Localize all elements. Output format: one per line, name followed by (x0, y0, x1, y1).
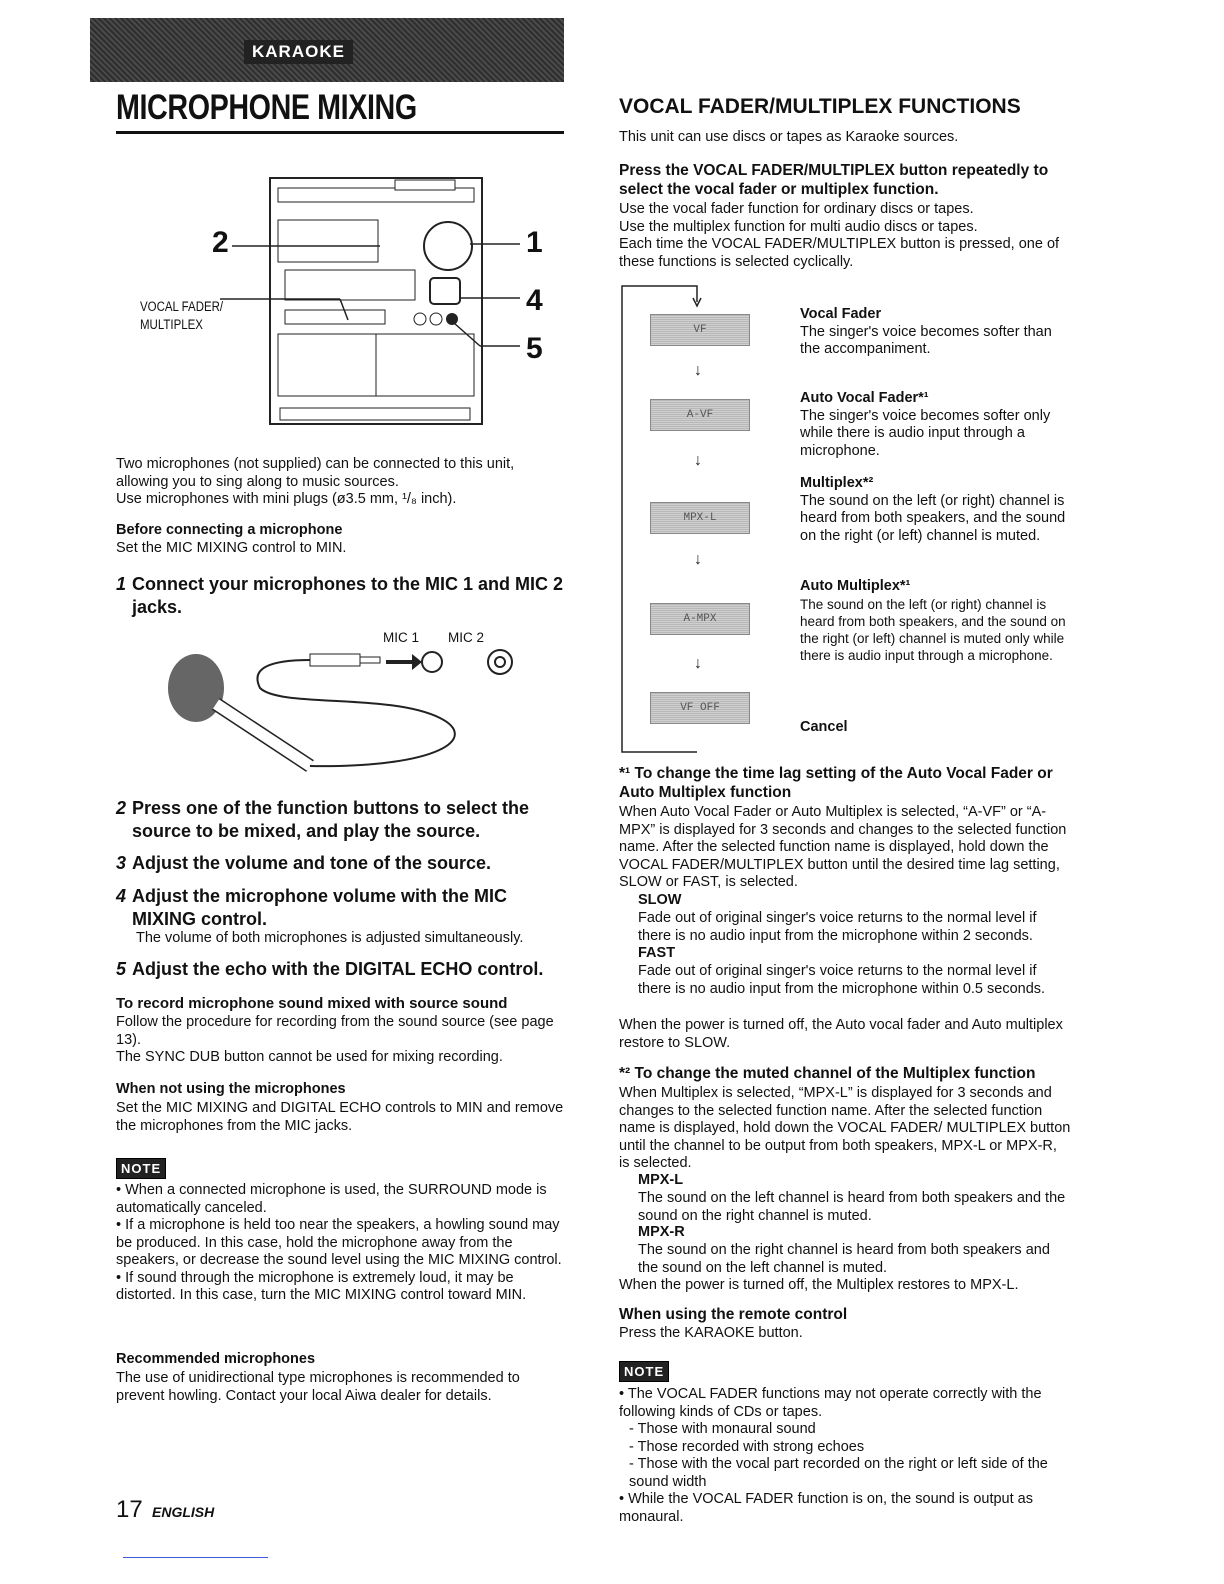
down-arrow-icon: ↓ (694, 655, 702, 672)
mic1-label: MIC 1 (383, 630, 420, 645)
banner-label: KARAOKE (244, 40, 353, 64)
remote-text: Press the KARAOKE button. (619, 1325, 803, 1341)
microphone-illustration (160, 648, 520, 778)
mode-name: Auto Vocal Fader*¹ (800, 390, 929, 406)
right-intro: This unit can use discs or tapes as Karaoke sources. (619, 129, 959, 145)
mode-multiplex (800, 475, 1066, 545)
intro-line: Use microphones with mini plugs (ø3.5 mm, ¹/₈ inch). (116, 491, 457, 507)
mpx-r-text: The sound on the right channel is heard from both speakers and the sound on the left channel is muted. (638, 1242, 1050, 1276)
press-line: Use the vocal fader function for ordinary discs or tapes. (619, 201, 974, 217)
footnote-2-heading: *² To change the muted channel of the Multiplex function (619, 1065, 1036, 1082)
lcd-display: VF (650, 314, 750, 346)
footnote-1-end: When the power is turned off, the Auto vocal fader and Auto multiplex restore to SLOW. (619, 1017, 1063, 1051)
slow-label: SLOW (638, 892, 682, 908)
step-number: 1 (116, 574, 127, 594)
mic2-label: MIC 2 (448, 630, 485, 645)
step-text: Connect your microphones to the MIC 1 and MIC 2 jacks. (132, 574, 564, 617)
record-text-2: The SYNC DUB button cannot be used for mixing recording. (116, 1049, 503, 1065)
mode-cancel: Cancel (800, 719, 848, 735)
footnote-2-end: When the power is turned off, the Multiplex restores to MPX-L. (619, 1277, 1019, 1293)
down-arrow-icon: ↓ (694, 551, 702, 568)
note-sub-item: - Those recorded with strong echoes (629, 1438, 865, 1455)
step-number: 4 (116, 886, 127, 906)
page-title: MICROPHONE MIXING (116, 88, 417, 127)
title-rule (116, 131, 564, 134)
note-sub-item: - Those with the vocal part recorded on the right or left side of the sound width (629, 1456, 1048, 1490)
footnote-1-heading: *¹ To change the time lag setting of the Auto Vocal Fader or Auto Multiplex function (619, 765, 1053, 801)
note-sub-item: - Those with monaural sound (629, 1421, 816, 1437)
slow-text: Fade out of original singer's voice returns to the normal level if there is no audio input from the microphone within 2 seconds. (638, 910, 1037, 944)
lcd-display: A-MPX (650, 603, 750, 635)
step-text: Adjust the echo with the DIGITAL ECHO control. (132, 959, 544, 979)
callout-4: 4 (526, 284, 543, 317)
step-number: 5 (116, 959, 127, 979)
note-item: • If a microphone is held too near the speakers, a howling sound may be produced. In this case, hold the microphone away from the speakers, or decrease the sound level using the MIC MIXING control. (116, 1217, 562, 1268)
mode-desc: The sound on the left (or right) channel is heard from both speakers, and the sound on the right (or left) channel is muted. (800, 492, 1066, 544)
note-item: • The VOCAL FADER functions may not operate correctly with the following kinds of CDs or tapes. (619, 1386, 1042, 1420)
down-arrow-icon: ↓ (694, 452, 702, 469)
step-2 (116, 797, 566, 843)
footer-line (123, 1557, 268, 1558)
mode-name: Vocal Fader (800, 306, 882, 322)
before-text: Set the MIC MIXING control to MIN. (116, 540, 347, 556)
mode-auto-multiplex (800, 578, 1066, 664)
note-badge (116, 1158, 166, 1179)
not-using-heading: When not using the microphones (116, 1081, 346, 1097)
page-language: ENGLISH (152, 1504, 215, 1520)
mode-vocal-fader (800, 306, 1066, 359)
footnote-2-text: When Multiplex is selected, “MPX-L” is displayed for 3 seconds and changes to the selected function name. After the selected function name is displayed, hold down the VOCAL FADER/ MULTIPLEX button until the channel to be output from both speakers, MPX-L or MPX-R, is selected. (619, 1085, 1071, 1171)
lcd-display: A-VF (650, 399, 750, 431)
step-number: 2 (116, 798, 127, 818)
note-label: NOTE (116, 1158, 166, 1179)
callout-1: 1 (526, 226, 543, 259)
footnote-1-text: When Auto Vocal Fader or Auto Multiplex is selected, “A-VF” or “A-MPX” is displayed for 3 seconds and changes to the selected function name. After the selected function name is displayed, hold down the VOCAL FADER/MULTIPLEX button until the desired time lag setting, SLOW or FAST, is selected. (619, 804, 1067, 890)
step-4-subtext: The volume of both microphones is adjusted simultaneously. (136, 930, 524, 946)
section-banner (90, 18, 564, 82)
note-item: • While the VOCAL FADER function is on, the sound is output as monaural. (619, 1491, 1033, 1525)
press-text (619, 201, 1071, 271)
right-note-list (619, 1386, 1071, 1526)
step-5 (116, 958, 576, 981)
fast-text: Fade out of original singer's voice returns to the normal level if there is no audio input from the microphone within 0.5 seconds. (638, 963, 1046, 997)
press-heading: Press the VOCAL FADER/MULTIPLEX button repeatedly to select the vocal fader or multiplex function. (619, 162, 1049, 198)
lcd-display: MPX-L (650, 502, 750, 534)
mode-name: Auto Multiplex*¹ (800, 578, 911, 594)
section-title: VOCAL FADER/MULTIPLEX FUNCTIONS (619, 95, 1021, 118)
note-item: • When a connected microphone is used, the SURROUND mode is automatically canceled. (116, 1182, 547, 1216)
remote-heading: When using the remote control (619, 1306, 848, 1323)
down-arrow-icon: ↓ (694, 362, 702, 379)
mode-name: Multiplex*² (800, 475, 874, 491)
mode-auto-vocal-fader (800, 390, 1066, 460)
intro-line: Two microphones (not supplied) can be connected to this unit, (116, 456, 515, 472)
note-item: • If sound through the microphone is extremely loud, it may be distorted. In this case, turn the MIC MIXING control toward MIN. (116, 1269, 527, 1303)
vocal-fader-label: VOCAL FADER/ (140, 299, 224, 314)
note-list (116, 1182, 564, 1305)
mode-desc: The singer's voice becomes softer than the accompaniment. (800, 323, 1052, 357)
step-4 (116, 885, 566, 931)
right-note-badge (619, 1361, 669, 1382)
recommended-heading: Recommended microphones (116, 1351, 316, 1367)
callout-2: 2 (212, 226, 229, 259)
step-1 (116, 573, 566, 619)
before-heading: Before connecting a microphone (116, 522, 343, 538)
mpx-l-text: The sound on the left channel is heard from both speakers and the sound on the right channel is muted. (638, 1190, 1066, 1224)
multiplex-label: MULTIPLEX (140, 317, 203, 332)
step-text: Adjust the volume and tone of the source. (132, 853, 492, 873)
mode-desc: The sound on the left (or right) channel is heard from both speakers, and the sound on the right (or left) channel is muted only while there is audio input through a microphone. (800, 596, 1066, 663)
step-number: 3 (116, 853, 127, 873)
record-heading: To record microphone sound mixed with source sound (116, 995, 508, 1012)
mode-desc: The singer's voice becomes softer only while there is audio input through a microphone. (800, 407, 1051, 459)
press-line: Use the multiplex function for multi audio discs or tapes. (619, 218, 978, 235)
not-using-text: Set the MIC MIXING and DIGITAL ECHO controls to MIN and remove the microphones from the MIC jacks. (116, 1100, 564, 1134)
page-number: 17 (116, 1496, 143, 1523)
mpx-r-label: MPX-R (638, 1224, 685, 1240)
note-label: NOTE (619, 1361, 669, 1382)
record-text: Follow the procedure for recording from the sound source (see page 13). (116, 1014, 554, 1048)
callout-5: 5 (526, 332, 543, 365)
press-line: Each time the VOCAL FADER/MULTIPLEX button is pressed, one of these functions is selected cyclically. (619, 236, 1060, 270)
intro-text (116, 456, 566, 509)
step-text: Press one of the function buttons to select the source to be mixed, and play the source. (132, 798, 530, 841)
step-3 (116, 852, 566, 875)
recommended-text: The use of unidirectional type microphones is recommended to prevent howling. Contact your local Aiwa dealer for details. (116, 1370, 520, 1404)
mpx-l-label: MPX-L (638, 1172, 684, 1188)
intro-line: allowing you to sing along to music sources. (116, 473, 399, 490)
step-text: Adjust the microphone volume with the MIC MIXING control. (132, 886, 508, 929)
fast-label: FAST (638, 945, 676, 961)
lcd-display: VF OFF (650, 692, 750, 724)
